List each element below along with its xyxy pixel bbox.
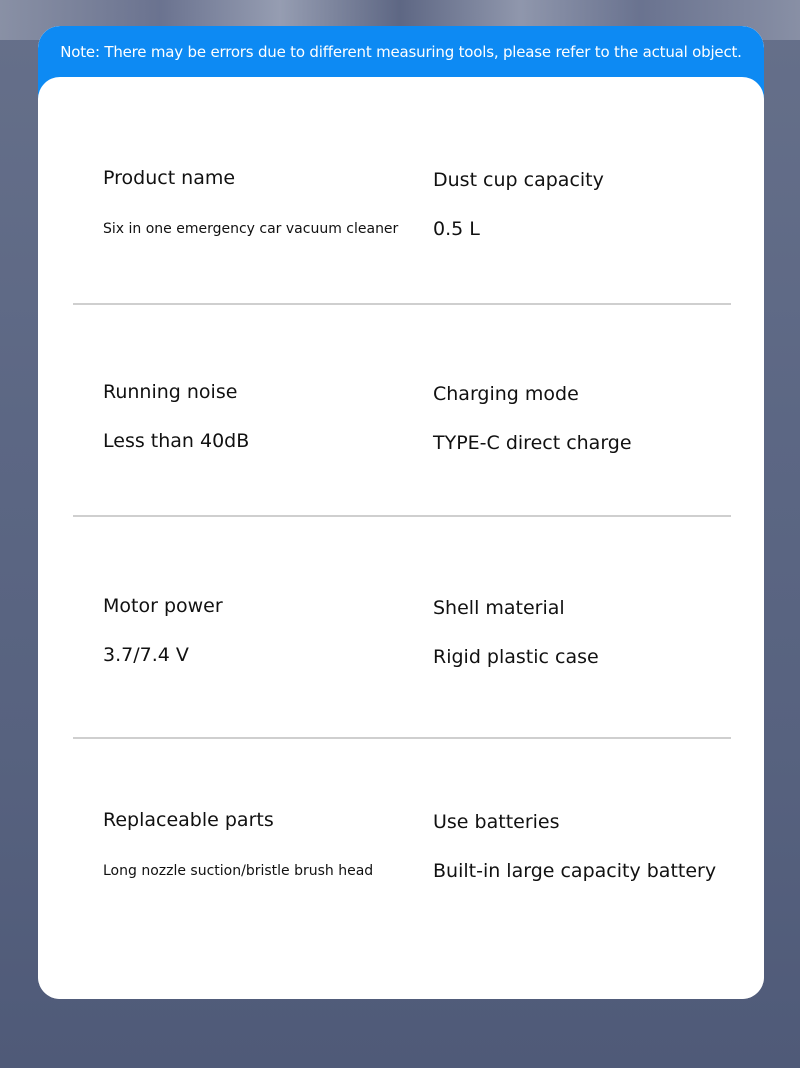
row-divider (73, 737, 731, 739)
spec-value-running-noise: Less than 40dB (103, 430, 250, 452)
spec-label-replaceable-parts: Replaceable parts (103, 809, 274, 831)
spec-table (38, 77, 764, 999)
spec-value-use-batteries: Built-in large capacity battery (433, 860, 717, 882)
spec-value-replaceable-parts: Long nozzle suction/bristle brush head (103, 863, 374, 879)
spec-value-shell-material: Rigid plastic case (433, 646, 599, 668)
note-text: Note: There may be errors due to different measuring tools, please refer to the actual object. (60, 43, 742, 61)
spec-value-charging-mode: TYPE-C direct charge (433, 432, 632, 454)
row-divider (73, 515, 731, 517)
spec-label-running-noise: Running noise (103, 381, 238, 403)
spec-label-motor-power: Motor power (103, 595, 223, 617)
spec-value-motor-power: 3.7/7.4 V (103, 644, 189, 666)
spec-label-use-batteries: Use batteries (433, 811, 560, 833)
spec-card (38, 26, 764, 999)
spec-value-product-name: Six in one emergency car vacuum cleaner (103, 221, 399, 237)
spec-label-shell-material: Shell material (433, 597, 565, 619)
spec-label-dust-cup-capacity: Dust cup capacity (433, 169, 604, 191)
spec-label-product-name: Product name (103, 167, 236, 189)
row-divider (73, 303, 731, 305)
spec-label-charging-mode: Charging mode (433, 383, 579, 405)
spec-value-dust-cup-capacity: 0.5 L (433, 218, 480, 240)
